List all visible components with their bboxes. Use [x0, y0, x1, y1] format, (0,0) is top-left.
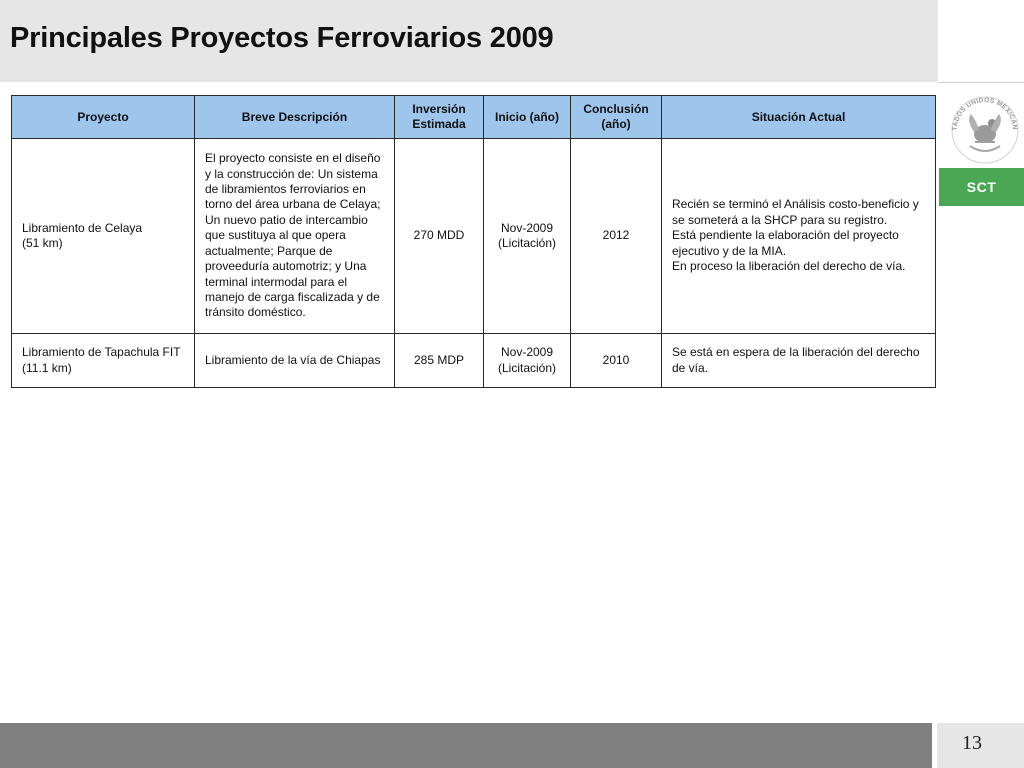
cell-descripcion: El proyecto consiste en el diseño y la construcción de: Un sistema de libramientos ferroviarios en torno del área urbana de Celaya; Un nuevo patio de intercambio que sustituya al que opera actualmente; Parque de proveeduría automotriz; y Una terminal intermodal para el manejo de carga fiscalizada y de tránsito doméstico.	[195, 139, 395, 334]
cell-inicio	[484, 334, 571, 388]
page-number-box	[937, 723, 1024, 768]
cell-situacion	[662, 139, 936, 334]
header-inversion: Inversión Estimada	[395, 96, 484, 139]
table-header-row	[12, 96, 936, 139]
cell-proyecto	[12, 334, 195, 388]
cell-inversion: 270 MDD	[395, 139, 484, 334]
header-situacion: Situación Actual	[662, 96, 936, 139]
sct-logo	[939, 168, 1024, 206]
cell-inicio	[484, 139, 571, 334]
cell-situacion	[662, 334, 936, 388]
proyecto-name: Libramiento de Tapachula FIT	[22, 345, 181, 360]
cell-inversion: 285 MDP	[395, 334, 484, 388]
inicio-date: Nov-2009	[500, 345, 554, 360]
header-conclusion: Conclusión (año)	[571, 96, 662, 139]
proyecto-length: (11.1 km)	[22, 360, 72, 375]
table-row	[12, 139, 936, 334]
sct-label: SCT	[966, 179, 997, 195]
cell-proyecto	[12, 139, 195, 334]
header-proyecto: Proyecto	[12, 96, 195, 139]
proyecto-name: Libramiento de Celaya	[22, 220, 143, 235]
side-divider	[938, 82, 1024, 83]
svg-text:ESTADOS UNIDOS MEXICANOS: TADOS UNIDOS MEXICAN	[951, 96, 1019, 131]
projects-table	[11, 95, 936, 388]
cell-conclusion: 2010	[571, 334, 662, 388]
page-number: 13	[962, 732, 982, 754]
inicio-date: Nov-2009	[500, 220, 554, 235]
proyecto-length: (51 km)	[22, 236, 63, 250]
situacion-line: En proceso la liberación del derecho de vía.	[672, 259, 906, 274]
situacion-line: Recién se terminó el Análisis costo-beneficio y se someterá a la SHCP para su registro.	[672, 197, 919, 227]
mexican-coat-of-arms-seal-icon	[945, 86, 1024, 166]
title-bar	[0, 0, 938, 82]
situacion-line: Se está en espera de la liberación del derecho de vía.	[672, 345, 920, 375]
table-row	[12, 334, 936, 388]
footer-bar	[0, 723, 932, 768]
slide-title: Principales Proyectos Ferroviarios 2009	[10, 22, 554, 54]
inicio-note: (Licitación)	[497, 236, 557, 250]
header-descripcion: Breve Descripción	[195, 96, 395, 139]
cell-conclusion: 2012	[571, 139, 662, 334]
situacion-line: Está pendiente la elaboración del proyecto ejecutivo y de la MIA.	[672, 228, 899, 258]
inicio-note: (Licitación)	[497, 360, 557, 375]
header-inicio: Inicio (año)	[484, 96, 571, 139]
cell-descripcion: Libramiento de la vía de Chiapas	[195, 334, 395, 388]
